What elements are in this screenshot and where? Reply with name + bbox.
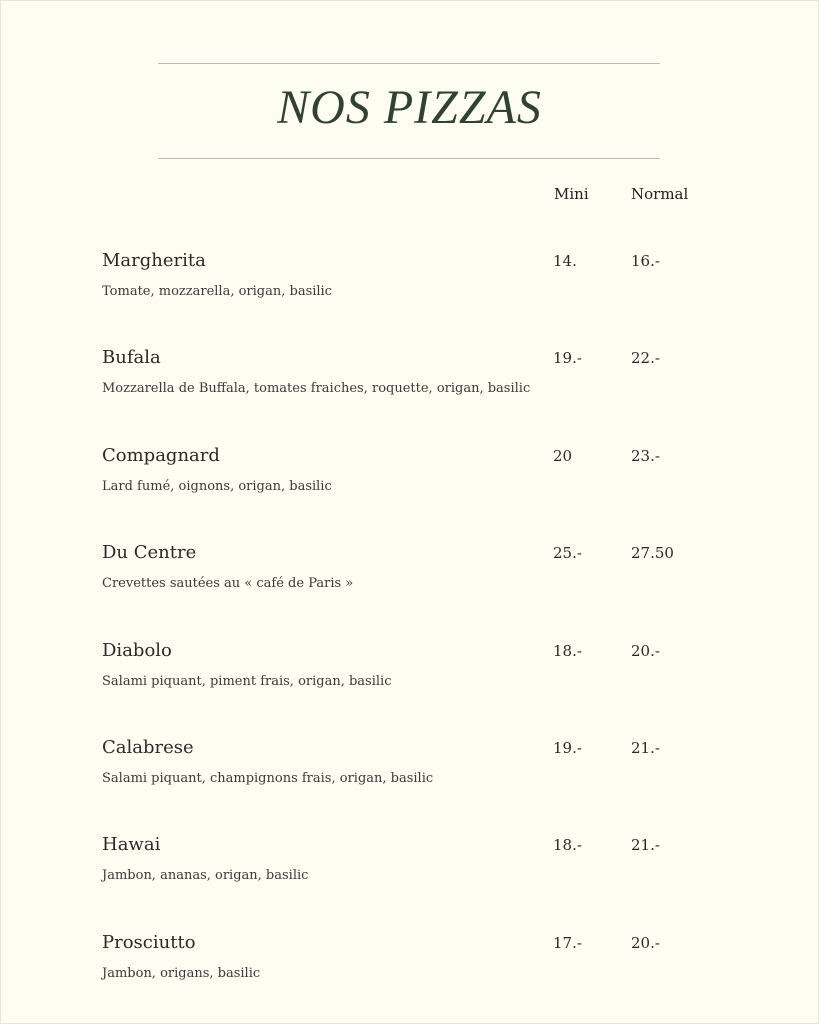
menu-item — [102, 737, 742, 797]
item-description: Salami piquant, piment frais, origan, basilic — [102, 673, 392, 689]
item-description: Crevettes sautées au « café de Paris » — [102, 576, 354, 592]
item-name: Diabolo — [102, 639, 172, 661]
menu-item — [102, 640, 742, 700]
item-price-mini: 25.- — [553, 544, 582, 563]
menu-title: NOS PIZZAS — [277, 81, 542, 134]
item-price-normal: 16.- — [631, 252, 660, 270]
top-divider — [158, 63, 660, 64]
item-name: Calabrese — [102, 737, 194, 758]
column-header-normal: Normal — [631, 185, 689, 203]
item-description: Jambon, ananas, origan, basilic — [102, 868, 309, 884]
item-price-normal: 21.- — [631, 836, 660, 855]
item-price-normal: 21.- — [631, 739, 660, 757]
item-price-normal: 27.50 — [631, 544, 674, 563]
menu-item — [102, 347, 742, 407]
item-description: Tomate, mozzarella, origan, basilic — [102, 284, 332, 299]
item-name: Margherita — [102, 250, 206, 271]
item-price-normal: 20.- — [631, 933, 660, 952]
item-price-mini: 20 — [553, 446, 573, 465]
item-price-mini: 18.- — [553, 836, 582, 855]
item-description: Jambon, origans, basilic — [102, 965, 261, 981]
item-price-normal: 22.- — [631, 349, 660, 368]
item-price-normal: 23.- — [631, 446, 660, 465]
item-price-normal: 20.- — [631, 641, 660, 660]
item-description: Mozzarella de Buffala, tomates fraiches, roquette, origan, basilic — [102, 381, 531, 397]
bottom-divider — [158, 158, 660, 159]
menu-item — [102, 250, 742, 310]
item-name: Prosciutto — [102, 931, 196, 953]
item-name: Du Centre — [102, 542, 197, 564]
menu-item — [102, 445, 742, 505]
menu-item — [102, 834, 742, 894]
menu-item — [102, 932, 742, 992]
item-price-mini: 17.- — [553, 933, 582, 952]
menu-item — [102, 542, 742, 602]
item-price-mini: 19.- — [553, 739, 582, 757]
item-price-mini: 19.- — [553, 349, 582, 368]
item-price-mini: 14. — [553, 252, 577, 270]
item-description: Salami piquant, champignons frais, origan, basilic — [102, 771, 434, 786]
item-name: Hawai — [102, 834, 161, 856]
item-description: Lard fumé, oignons, origan, basilic — [102, 478, 332, 494]
item-name: Bufala — [102, 347, 161, 369]
item-price-mini: 18.- — [553, 641, 582, 660]
column-header-mini: Mini — [554, 185, 589, 203]
item-name: Compagnard — [102, 444, 220, 466]
